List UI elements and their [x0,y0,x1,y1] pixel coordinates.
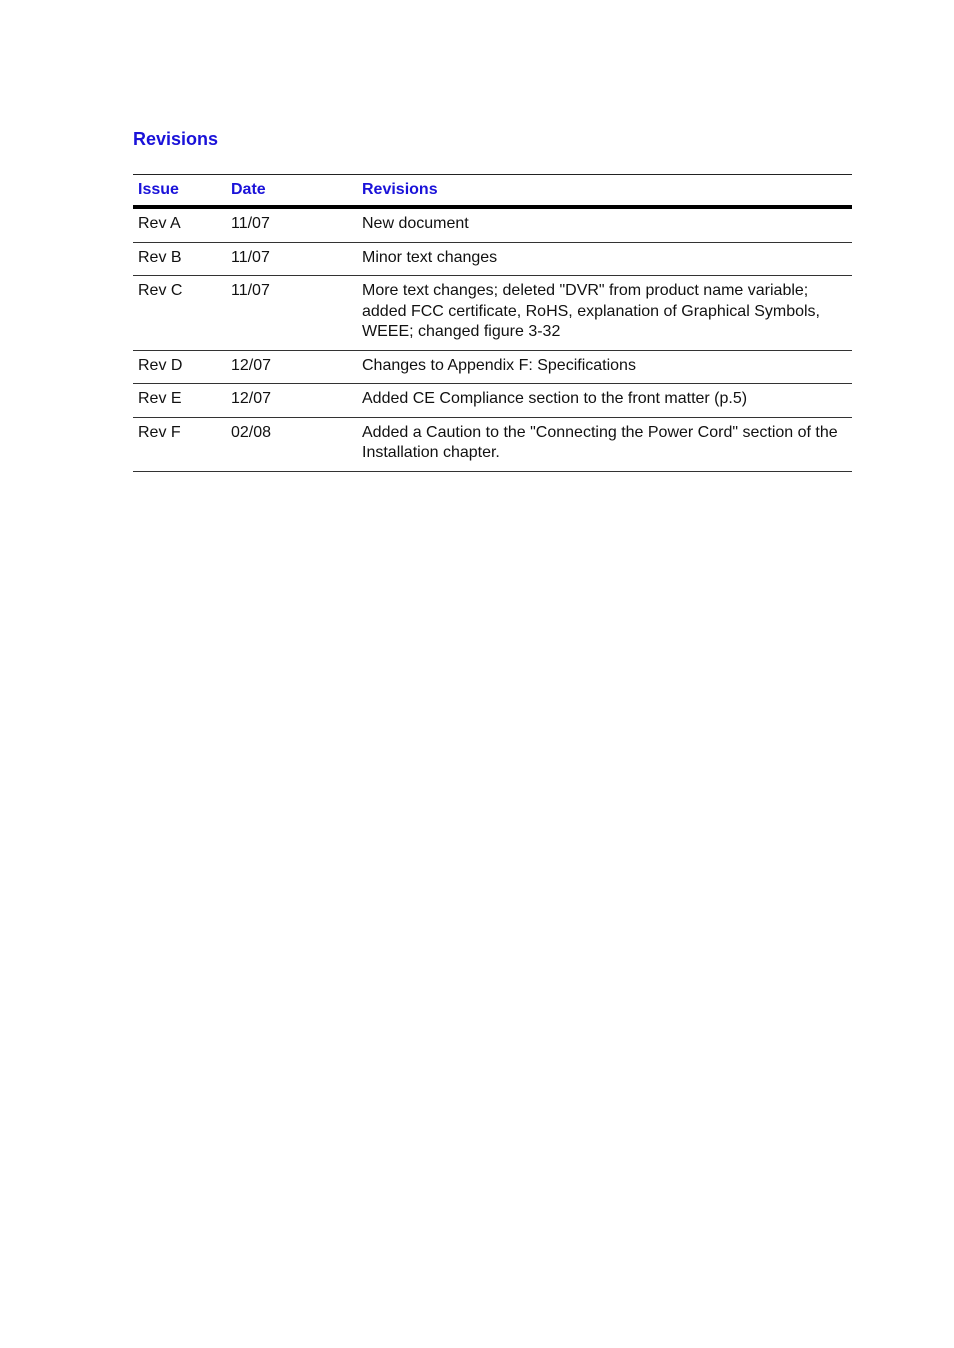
issue-cell: Rev A [133,207,226,242]
issue-cell: Rev F [133,417,226,471]
table-row [133,350,852,384]
table-body [133,207,852,471]
table-header-row [133,175,852,208]
issue-cell: Rev E [133,384,226,418]
revision-cell: New document [357,207,852,242]
section-title: Revisions [133,129,219,149]
table-row [133,242,852,276]
table-row [133,384,852,418]
table-row [133,276,852,351]
table-header [133,175,852,208]
date-cell: 02/08 [226,417,357,471]
issue-cell: Rev C [133,276,226,351]
date-cell: 11/07 [226,276,357,351]
revision-cell: Changes to Appendix F: Specifications [357,350,852,384]
column-header-revisions: Revisions [362,181,438,198]
revision-cell: Minor text changes [357,242,852,276]
column-header-date: Date [231,181,266,198]
table-row [133,207,852,242]
revision-cell: Added a Caution to the "Connecting the Power Cord" section of the Installation chapter. [357,417,852,471]
issue-cell: Rev B [133,242,226,276]
issue-cell: Rev D [133,350,226,384]
table-row [133,417,852,471]
date-cell: 11/07 [226,242,357,276]
revision-cell: Added CE Compliance section to the front matter (p.5) [357,384,852,418]
revision-cell: More text changes; deleted "DVR" from product name variable; added FCC certificate, RoHS, explanation of Graphical Symbols, WEEE; changed figure 3-32 [357,276,852,351]
date-cell: 11/07 [226,207,357,242]
column-header-issue: Issue [138,181,179,198]
date-cell: 12/07 [226,350,357,384]
revisions-table [133,174,852,472]
date-cell: 12/07 [226,384,357,418]
